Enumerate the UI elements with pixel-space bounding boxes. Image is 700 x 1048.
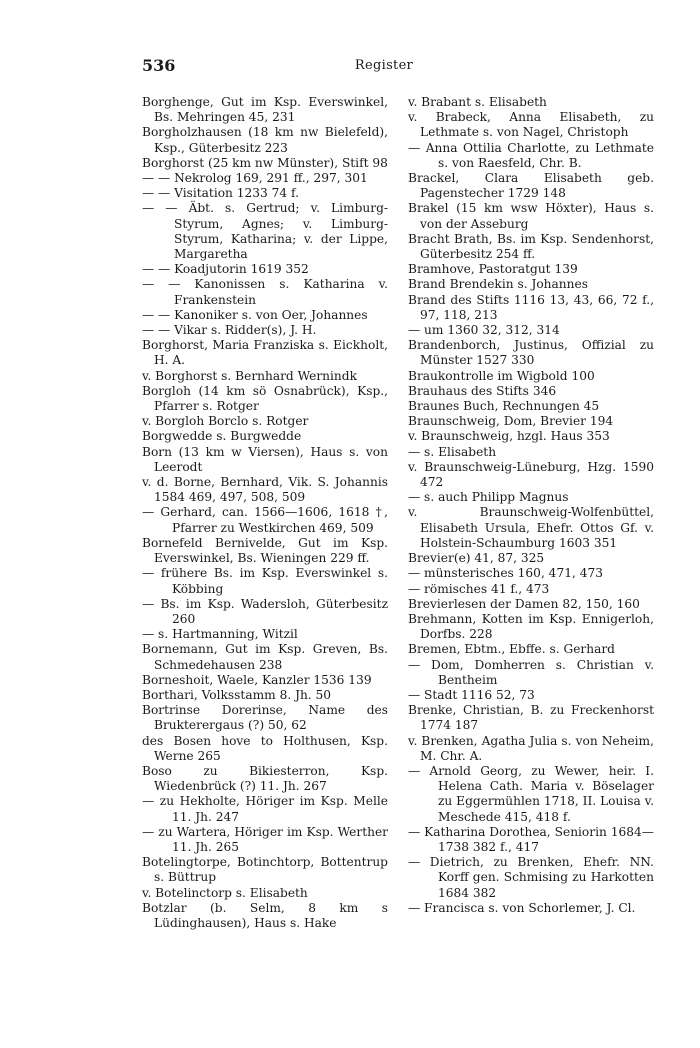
index-entry: Bornefeld Bernivelde, Gut im Ksp. Everswinkel, Bs. Wieningen 229 ff. (142, 535, 388, 566)
index-entry: Brevier(e) 41, 87, 325 (408, 551, 545, 566)
index-entry: — — Kanoniker s. von Oer, Johannes (142, 307, 368, 322)
index-entry: v. Braunschweig-Lüneburg, Hzg. 1590 472 (408, 459, 654, 490)
index-entry: Bracht Brath, Bs. im Ksp. Sendenhorst, Güterbesitz 254 ff. (408, 231, 654, 262)
index-entry: v. Brabeck, Anna Elisabeth, zu Lethmate s. von Nagel, Christoph (408, 110, 654, 140)
index-entry: — münsterisches 160, 471, 473 (408, 566, 603, 581)
index-entry: — zu Hekholte, Höriger im Ksp. Melle 11. Jh. 247 (142, 794, 388, 824)
index-entry: — Anna Ottilia Charlotte, zu Lethmate s. von Raesfeld, Chr. B. (408, 140, 654, 170)
index-entry: Botzlar (b. Selm, 8 km s Lüdinghausen), Haus s. Hake (142, 900, 388, 930)
index-entry: Brackel, Clara Elisabeth geb. Pagenstecher 1729 148 (408, 171, 654, 201)
index-entry: — Katharina Dorothea, Seniorin 1684—1738 382 f., 417 (408, 824, 654, 854)
index-entry: Borgloh (14 km sö Osnabrück), Ksp., Pfarrer s. Rotger (142, 383, 388, 414)
index-entry: — — Koadjutorin 1619 352 (142, 262, 309, 277)
index-entry: Brakel (15 km wsw Höxter), Haus s. von der Asseburg (408, 201, 654, 231)
index-entry: — s. Elisabeth (408, 444, 497, 459)
page-header (142, 56, 626, 78)
index-entry: Brandenborch, Justinus, Offizial zu Münster 1527 330 (408, 338, 654, 368)
index-entry: Bornemann, Gut im Ksp. Greven, Bs. Schmedehausen 238 (142, 642, 388, 672)
index-column-right (408, 95, 654, 916)
index-entry: — Francisca s. von Schorlemer, J. Cl. (408, 900, 636, 915)
index-entry: Born (13 km w Viersen), Haus s. von Leerodt (142, 444, 388, 474)
index-entry: — — Kanonissen s. Katharina v. Frankenstein (142, 277, 388, 307)
index-entry: — um 1360 32, 312, 314 (408, 323, 560, 338)
index-entry: Brauhaus des Stifts 346 (408, 383, 557, 398)
index-entry: Borgwedde s. Burgwedde (142, 429, 302, 444)
running-title: Register (354, 58, 414, 73)
index-entry: — Stadt 1116 52, 73 (408, 687, 535, 702)
index-entry: Braunschweig, Dom, Brevier 194 (408, 414, 614, 429)
page-number: 536 (142, 56, 176, 75)
index-entry: Braukontrolle im Wigbold 100 (408, 368, 595, 383)
index-entry: des Bosen hove to Holthusen, Ksp. Werne 265 (142, 733, 388, 763)
index-entry: v. Borgloh Borclo s. Rotger (142, 414, 309, 429)
index-entry: — römisches 41 f., 473 (408, 581, 550, 596)
index-entry: Brand Brendekin s. Johannes (408, 277, 588, 292)
index-entry: Brevierlesen der Damen 82, 150, 160 (408, 596, 640, 611)
index-entry: — Dietrich, zu Brenken, Ehefr. NN. Korff gen. Schmising zu Harkotten 1684 382 (408, 855, 654, 900)
index-entry: — Arnold Georg, zu Wewer, heir. I. Helena Cath. Maria v. Böselager zu Eggermühlen 1718, II. Louisa v. Meschede 415, 418 f. (408, 763, 654, 824)
index-entry: v. Brenken, Agatha Julia s. von Neheim, M. Chr. A. (408, 733, 654, 763)
index-entry: Borthari, Volksstamm 8. Jh. 50 (142, 687, 332, 702)
index-entry: Borghorst (25 km nw Münster), Stift 98 (142, 155, 388, 170)
index-entry: Boso zu Bikiesterron, Ksp. Wiedenbrück (?) 11. Jh. 267 (142, 763, 388, 794)
index-entry: Borneshoit, Waele, Kanzler 1536 139 (142, 672, 372, 687)
index-entry: — s. Hartmanning, Witzil (142, 627, 298, 642)
index-entry: — — Vikar s. Ridder(s), J. H. (142, 323, 317, 338)
index-entry: v. d. Borne, Bernhard, Vik. S. Johannis 1584 469, 497, 508, 509 (142, 475, 388, 505)
index-entry: — Dom, Domherren s. Christian v. Bentheim (408, 657, 654, 687)
index-entry: v. Borghorst s. Bernhard Wernindk (142, 368, 357, 383)
index-entry: — zu Wartera, Höriger im Ksp. Werther 11. Jh. 265 (142, 824, 388, 854)
index-entry: Borgholzhausen (18 km nw Bielefeld), Ksp., Güterbesitz 223 (142, 125, 388, 155)
index-entry: v. Brabant s. Elisabeth (408, 95, 547, 109)
index-entry: — — Nekrolog 169, 291 ff., 297, 301 (142, 171, 368, 186)
index-entry: Brenke, Christian, B. zu Freckenhorst 1774 187 (408, 703, 654, 733)
index-entry: Brand des Stifts 1116 13, 43, 66, 72 f., 97, 118, 213 (408, 292, 654, 322)
index-entry: v. Braunschweig-Wolfenbüttel, Elisabeth Ursula, Ehefr. Ottos Gf. v. Holstein-Schaumburg 1603 351 (408, 505, 654, 550)
index-entry: — s. auch Philipp Magnus (408, 490, 569, 505)
index-entry: v. Botelinctorp s. Elisabeth (142, 885, 308, 900)
index-entry: Braunes Buch, Rechnungen 45 (408, 399, 600, 414)
index-entry: — — Visitation 1233 74 f. (142, 186, 300, 201)
index-entry: — — Äbt. s. Gertrud; v. Limburg-Styrum, Agnes; v. Limburg-Styrum, Katharina; v. der Lippe, Margaretha (142, 201, 388, 262)
index-entry: Botelingtorpe, Botinchtorp, Bottentrup s. Büttrup (142, 855, 388, 885)
index-entry: Bramhove, Pastoratgut 139 (408, 262, 578, 277)
index-entry: — Gerhard, can. 1566—1606, 1618 †, Pfarrer zu Westkirchen 469, 509 (142, 505, 388, 535)
index-entry: Borghorst, Maria Franziska s. Eickholt, H. A. (142, 338, 388, 368)
index-entry: — frühere Bs. im Ksp. Everswinkel s. Köbbing (142, 566, 388, 596)
index-entry: Borghenge, Gut im Ksp. Everswinkel, Bs. Mehringen 45, 231 (142, 95, 388, 125)
index-entry: v. Braunschweig, hzgl. Haus 353 (408, 429, 610, 444)
index-entry: Bortrinse Dorerinse, Name des Brukterergaus (?) 50, 62 (142, 703, 388, 733)
index-entry: Bremen, Ebtm., Ebffe. s. Gerhard (408, 642, 615, 657)
index-column-left (142, 95, 388, 931)
index-entry: — Bs. im Ksp. Wadersloh, Güterbesitz 260 (142, 596, 388, 626)
index-entry: Brehmann, Kotten im Ksp. Ennigerloh, Dorfbs. 228 (408, 611, 654, 642)
